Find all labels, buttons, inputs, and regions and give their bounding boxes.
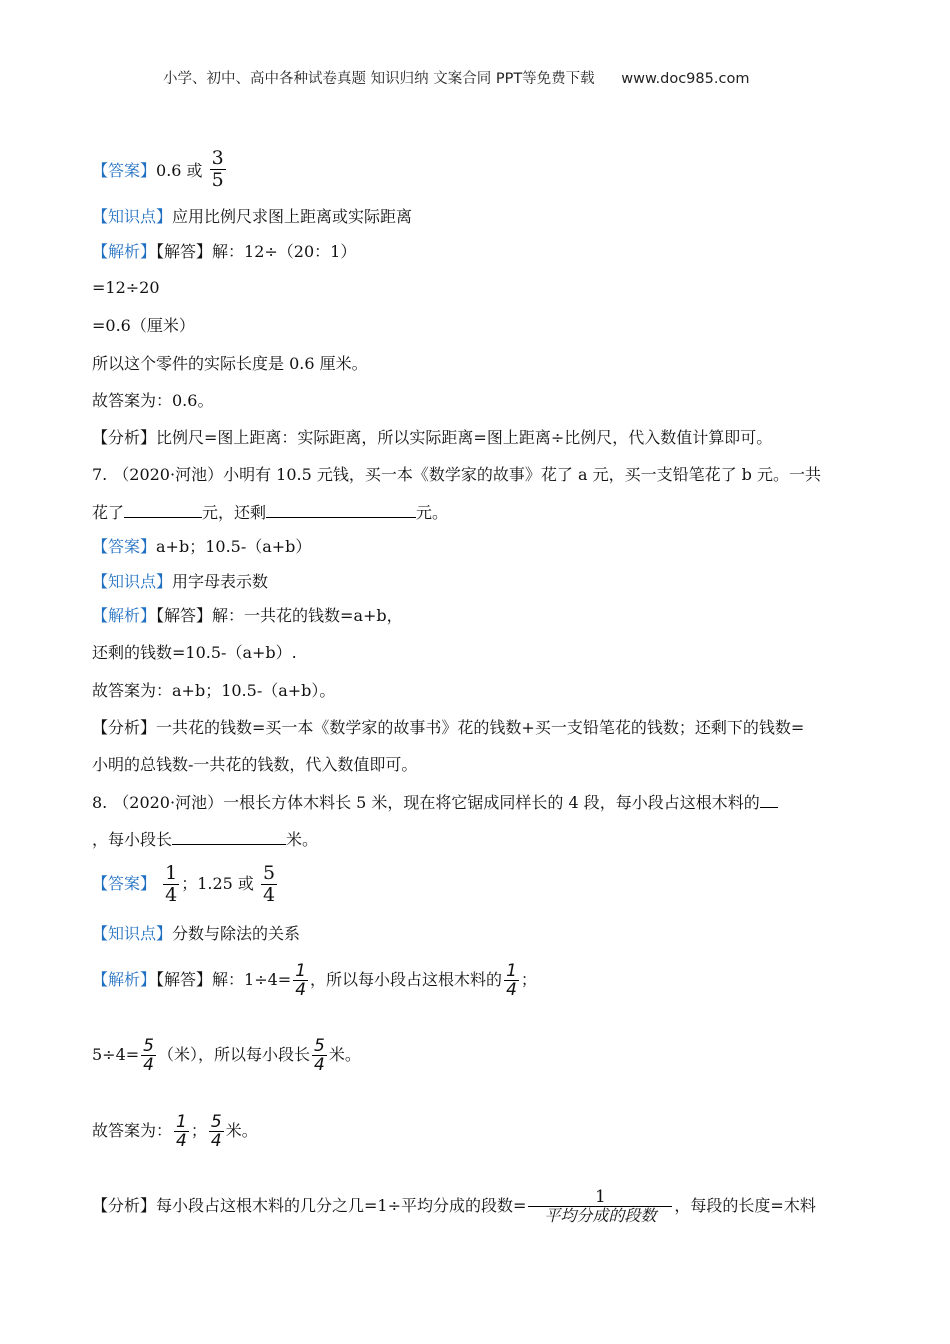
fraction-denominator: 4	[314, 1055, 325, 1075]
text: 米。	[225, 1121, 258, 1140]
analysis-text: 一共花的钱数=买一本《数学家的故事书》花的钱数+买一支铅笔花的钱数；还剩下的钱数=	[156, 718, 805, 737]
answer-blank	[760, 792, 778, 808]
text: 故答案为：	[92, 1121, 173, 1140]
answer-line-6	[92, 147, 228, 193]
page-header	[163, 69, 749, 89]
knowledge-tag: 【知识点】	[92, 924, 173, 943]
answer-line-7	[92, 537, 311, 557]
question-source: （2020·河池）	[113, 793, 224, 812]
answer-blank	[124, 502, 202, 518]
fraction-numerator: 3	[211, 147, 224, 169]
knowledge-text: 应用比例尺求图上距离或实际距离	[172, 207, 413, 226]
analysis-text: 每小段占这根木料的几分之几=1÷平均分成的段数=	[156, 1196, 527, 1215]
knowledge-line-7	[92, 572, 268, 592]
question-text: ，每小段长	[92, 830, 173, 849]
parse-text: ；	[520, 970, 537, 989]
analysis-text: ，每段的长度=木料	[674, 1196, 816, 1215]
header-text: 小学、初中、高中各种试卷真题 知识归纳 文案合同 PPT等免费下载	[163, 71, 595, 87]
parse-text: ，所以每小段占这根木料的	[310, 970, 503, 989]
parse-line-6	[92, 242, 356, 262]
text-line: 小明的总钱数-一共花的钱数，代入数值即可。	[92, 755, 418, 774]
question-text: 花了	[92, 503, 125, 522]
question-text: 元，还剩	[202, 503, 267, 522]
parse-text: 解：12÷（20：1）	[212, 242, 357, 261]
knowledge-text: 分数与除法的关系	[172, 924, 301, 943]
parse-tag: 【解析】	[92, 242, 157, 261]
solution-tag: 【解答】	[156, 242, 213, 261]
solution-tag: 【解答】	[156, 606, 213, 625]
text-line: 故答案为：a+b；10.5-（a+b）。	[92, 681, 336, 700]
fraction-denominator: 4	[506, 980, 517, 1000]
knowledge-line-8	[92, 924, 300, 944]
analysis-text: 比例尺=图上距离：实际距离，所以实际距离=图上距离÷比例尺，代入数值计算即可。	[156, 428, 773, 447]
text: （米），所以每小段长	[158, 1045, 311, 1064]
analysis-tag: 【分析】	[92, 428, 157, 447]
analysis-tag: 【分析】	[92, 1196, 157, 1215]
fraction-numerator: 5	[314, 1036, 325, 1056]
fraction-denominator: 4	[295, 980, 307, 1000]
parse-text: 解：一共花的钱数=a+b，	[212, 606, 403, 625]
fraction	[504, 962, 519, 999]
knowledge-tag: 【知识点】	[92, 207, 173, 226]
answer-blank	[172, 829, 286, 845]
parse-line-7	[92, 606, 403, 626]
text-line: =12÷20	[92, 278, 160, 297]
text-line: 还剩的钱数=10.5-（a+b）.	[92, 643, 297, 662]
answer-tag: 【答案】	[92, 874, 157, 893]
question-8-line-1	[92, 792, 778, 813]
parse-tag: 【解析】	[92, 970, 157, 989]
fraction	[528, 1188, 672, 1225]
fraction-denominator: 4	[165, 884, 178, 906]
parse-tag: 【解析】	[92, 606, 157, 625]
answer-text: a+b；10.5-（a+b）	[156, 537, 312, 556]
knowledge-text: 用字母表示数	[172, 572, 269, 591]
answer-tag: 【答案】	[92, 537, 157, 556]
analysis-line-6	[92, 428, 772, 448]
fraction	[209, 1113, 224, 1150]
text: ；	[190, 1121, 207, 1140]
question-7-line-1	[92, 465, 821, 485]
question-number: 8.	[92, 793, 108, 812]
analysis-line-7	[92, 718, 804, 738]
fraction-numerator: 1	[176, 1112, 187, 1132]
fraction-denominator: 平均分成的段数	[544, 1206, 657, 1225]
answer-line-8	[92, 862, 279, 906]
answer-blank	[266, 502, 416, 518]
fraction	[163, 863, 179, 906]
fraction-numerator: 1	[295, 961, 307, 981]
fraction-numerator: 1	[165, 862, 178, 884]
solution-tag: 【解答】	[156, 970, 213, 989]
parse-line-8	[92, 958, 537, 1002]
fraction-numerator: 1	[528, 1188, 672, 1207]
question-text: 小明有 10.5 元钱，买一本《数学家的故事》花了 a 元，买一支铅笔花了 b 元。一共	[223, 465, 822, 484]
fraction	[261, 863, 277, 906]
text-line: 所以这个零件的实际长度是 0.6 厘米。	[92, 354, 368, 373]
answer-text: ；1.25 或	[181, 874, 254, 893]
analysis-tag: 【分析】	[92, 718, 157, 737]
fraction	[141, 1037, 156, 1074]
fraction	[312, 1037, 327, 1074]
question-text: 元。	[416, 503, 449, 522]
answer-text: 0.6 或	[156, 161, 203, 180]
text-line: =0.6（厘米）	[92, 316, 195, 335]
header-url: www.doc985.com	[621, 71, 750, 87]
text: 5÷4=	[92, 1045, 140, 1064]
fraction	[174, 1113, 189, 1150]
text-line: 故答案为：0.6。	[92, 391, 214, 410]
answer-tag: 【答案】	[92, 161, 157, 180]
text-line-fraction	[92, 1033, 361, 1077]
question-number: 7.	[92, 465, 108, 484]
fraction-numerator: 5	[263, 862, 276, 884]
fraction	[293, 962, 308, 999]
fraction-denominator: 4	[176, 1131, 187, 1151]
knowledge-tag: 【知识点】	[92, 572, 173, 591]
fraction-numerator: 5	[210, 1112, 222, 1132]
fraction-denominator: 5	[211, 169, 224, 191]
question-text: 一根长方体木料长 5 米，现在将它锯成同样长的 4 段，每小段占这根木料的	[223, 793, 760, 812]
question-source: （2020·河池）	[113, 465, 224, 484]
fraction-denominator: 4	[210, 1131, 222, 1151]
question-text: 米。	[286, 830, 319, 849]
fraction	[210, 148, 226, 191]
question-7-line-2	[92, 502, 448, 523]
analysis-line-8	[92, 1184, 816, 1228]
question-8-line-2	[92, 829, 318, 850]
fraction-denominator: 4	[263, 884, 276, 906]
fraction-numerator: 5	[143, 1036, 154, 1056]
fraction-denominator: 4	[143, 1055, 154, 1075]
text: 米。	[328, 1045, 361, 1064]
fraction-numerator: 1	[506, 961, 517, 981]
text-line-fraction	[92, 1109, 258, 1153]
parse-text: 解：1÷4=	[212, 970, 292, 989]
knowledge-line-6	[92, 207, 412, 227]
